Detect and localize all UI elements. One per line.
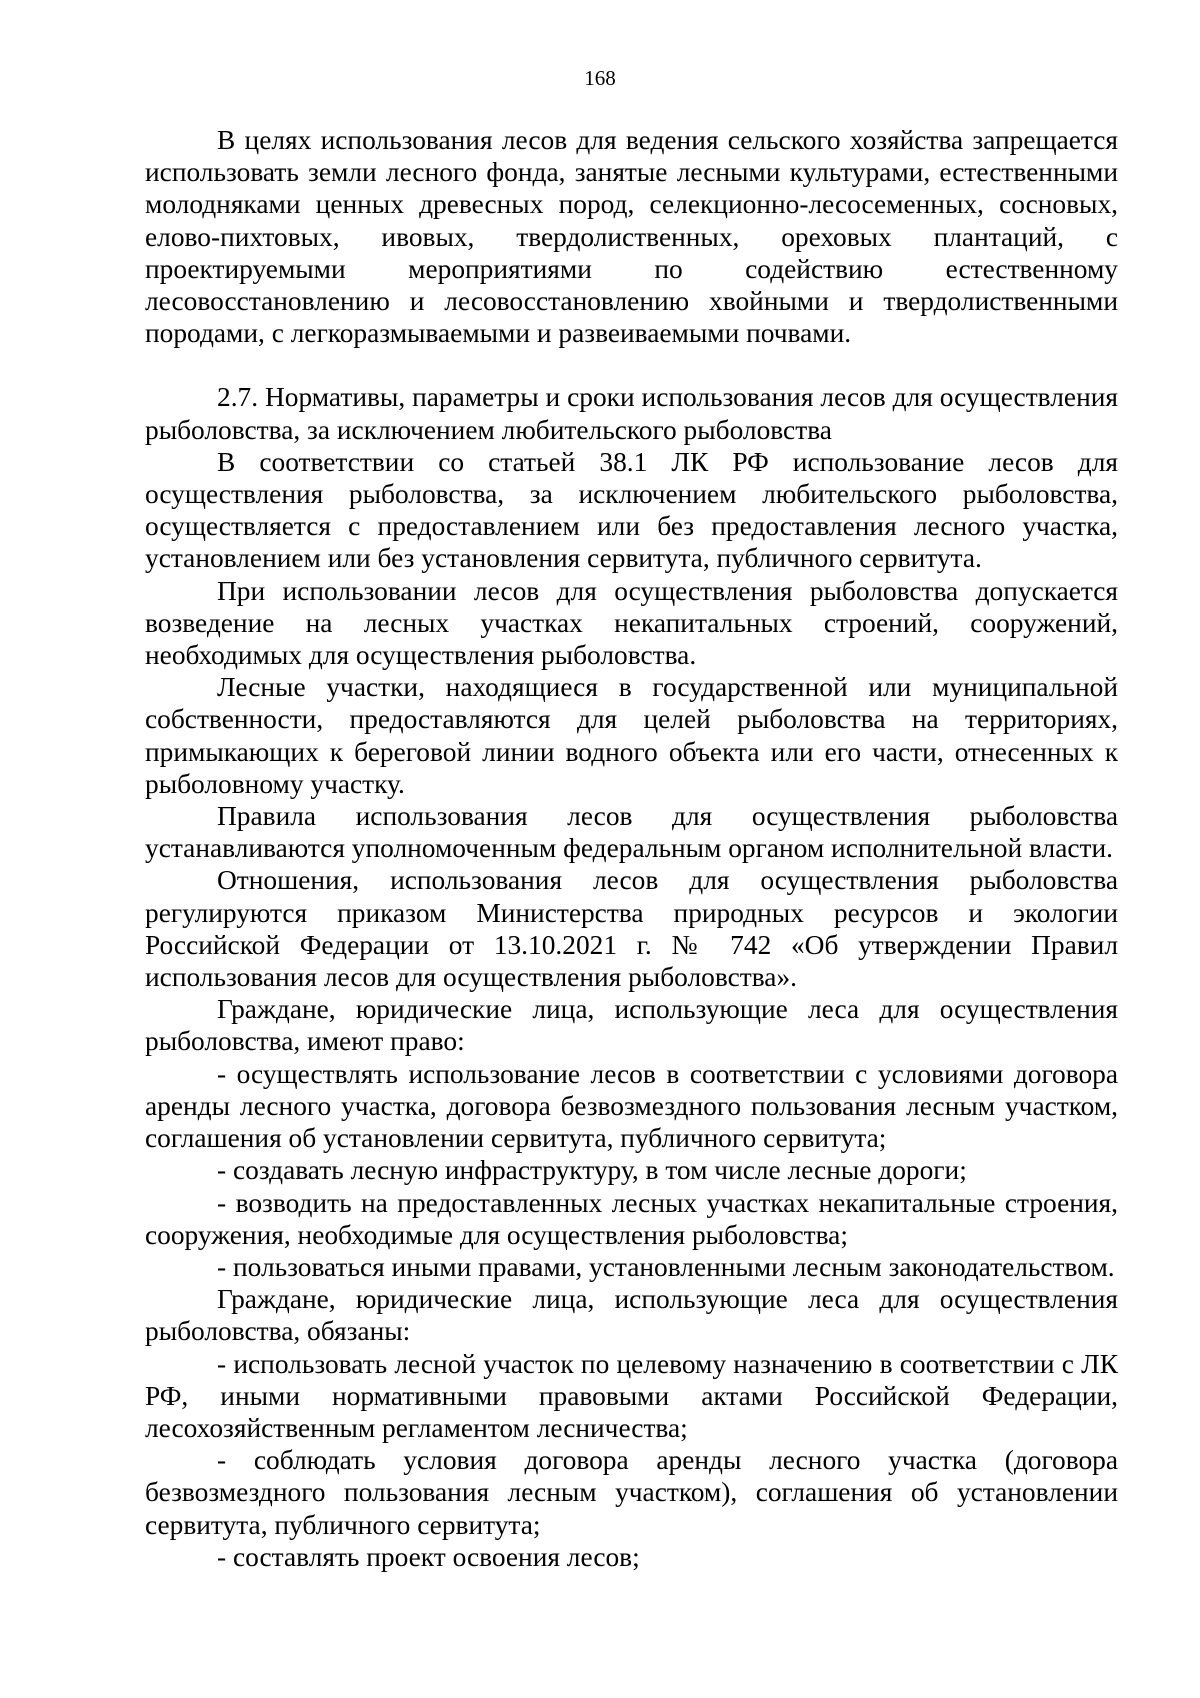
document-body bbox=[145, 124, 1118, 1573]
section-heading-2-7: 2.7. Нормативы, параметры и сроки использования лесов для осуществления рыболовства, за исключением любительского рыболовства bbox=[145, 382, 1118, 445]
list-item: - соблюдать условия договора аренды лесного участка (договора безвозмездного пользования лесным участком), соглашения об установлении сервитута, публичного сервитута; bbox=[145, 1445, 1118, 1540]
paragraph-rights-intro: Граждане, юридические лица, использующие леса для осуществления рыболовства, имеют право: bbox=[145, 994, 1118, 1057]
paragraph: При использовании лесов для осуществления рыболовства допускается возведение на лесных участках некапитальных строений, сооружений, необходимых для осуществления рыболовства. bbox=[145, 575, 1118, 671]
list-item: - пользоваться иными правами, установленными лесным законодательством. bbox=[217, 1251, 1115, 1282]
paragraph: В соответствии со статьей 38.1 ЛК РФ использование лесов для осуществления рыболовства, за исключением любительского рыболовства, осуществляется с предоставлением или без предоставления лесного участка, установлением или без установления сервитута, публичного сервитута. bbox=[145, 446, 1118, 574]
list-item: - использовать лесной участок по целевому назначению в соответствии с ЛК РФ, иными нормативными правовыми актами Российской Федерации, лесохозяйственным регламентом лесничества; bbox=[145, 1348, 1118, 1443]
list-item: - создавать лесную инфраструктуру, в том числе лесные дороги; bbox=[217, 1155, 967, 1186]
page-number: 168 bbox=[584, 66, 616, 90]
paragraph: Лесные участки, находящиеся в государственной или муниципальной собственности, предоставляются для целей рыболовства на территориях, примыкающих к береговой линии водного объекта или его части, отнесенных к рыболовному участку. bbox=[145, 672, 1118, 799]
list-item: - осуществлять использование лесов в соответствии с условиями договора аренды лесного участка, договора безвозмездного пользования лесным участком, соглашения об установлении сервитута, публичного сервитута; bbox=[145, 1058, 1118, 1154]
paragraph: Правила использования лесов для осуществления рыболовства устанавливаются уполномоченным федеральным органом исполнительной власти. bbox=[145, 801, 1118, 864]
list-item: - составлять проект освоения лесов; bbox=[217, 1541, 640, 1572]
paragraph-agriculture-restrictions: В целях использования лесов для ведения сельского хозяйства запрещается использовать земли лесного фонда, занятые лесными культурами, естественными молодняками ценных древесных пород, селекционно-лесосеменных, сосновых, елово-пихтовых, ивовых, твердолиственных, ореховых плантаций, с проектируемыми мероприятиями по содействию естественному лесовосстановлению и лесовосстановлению хвойными и твердолиственными породами, с легкоразмываемыми и развеиваемыми почвами. bbox=[145, 125, 1118, 349]
paragraph: Отношения, использования лесов для осуществления рыболовства регулируются приказом Министерства природных ресурсов и экологии Российской Федерации от 13.10.2021 г. № 742 «Об утверждении Правил использования лесов для осуществления рыболовства». bbox=[145, 865, 1118, 993]
paragraph-obligations-intro: Граждане, юридические лица, использующие леса для осуществления рыболовства, обязаны: bbox=[145, 1284, 1118, 1347]
list-item: - возводить на предоставленных лесных участках некапитальные строения, сооружения, необходимые для осуществления рыболовства; bbox=[145, 1187, 1118, 1250]
